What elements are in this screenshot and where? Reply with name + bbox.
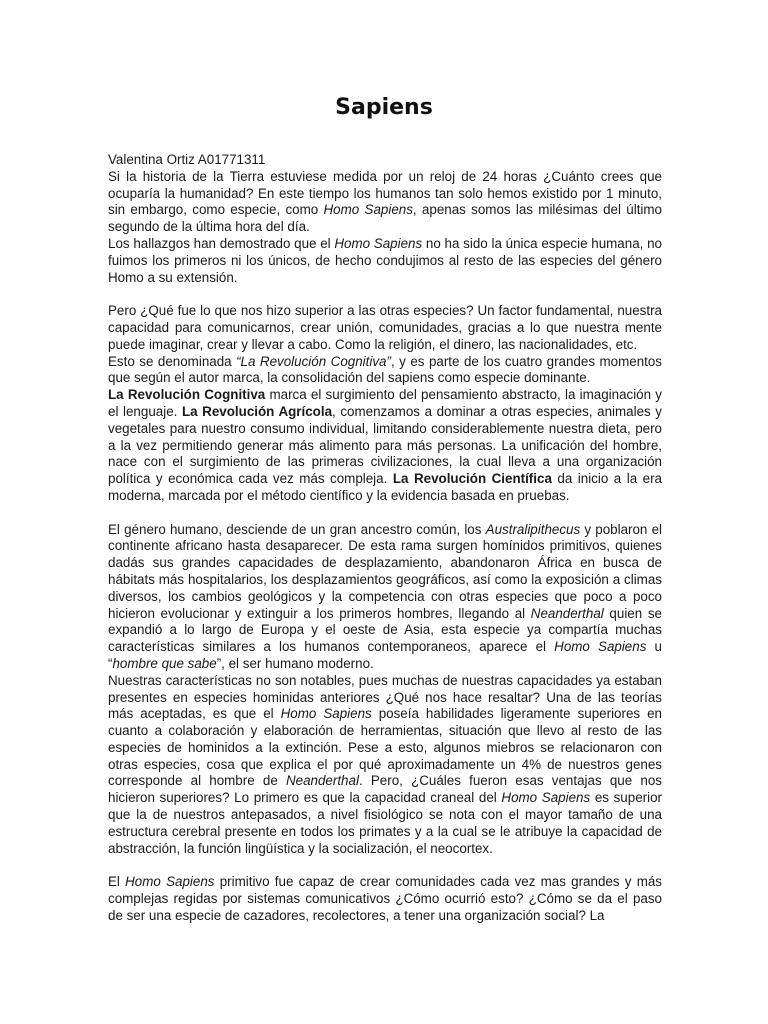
paragraph-gap [108, 857, 662, 874]
italic-text: Homo Sapiens [280, 706, 372, 722]
italic-text: Homo Sapiens [323, 202, 413, 218]
text-run: da inicio a la era moderna, marcada por el método científico y la evidencia basada en pruebas. [108, 471, 662, 503]
paragraph-list [108, 169, 662, 925]
text-run: El género humano, desciende de un gran ancestro común, los [108, 521, 486, 537]
text-run: no ha sido la única especie humana, no fuimos los primeros ni los únicos, de hecho condujimos al resto de las especies del género Homo a su extensión. [108, 235, 662, 285]
body-paragraph [108, 673, 662, 858]
text-run: El [108, 874, 126, 890]
body-paragraph [108, 387, 662, 505]
bold-text: La Revolución Cognitiva [108, 387, 266, 403]
italic-text: Neanderthal [530, 605, 604, 621]
body-paragraph [108, 354, 662, 388]
italic-text: Homo Sapiens [125, 874, 215, 890]
body-paragraph [108, 522, 662, 673]
paragraph-gap [108, 286, 662, 303]
body-paragraph [108, 303, 662, 353]
text-run: ”, el ser humano moderno. [216, 655, 374, 671]
text-run: . Pero, ¿Cuáles fueron esas ventajas que nos hicieron superiores? Lo primero es que la capacidad craneal del [108, 773, 662, 806]
text-run: es superior que la de nuestros antepasados, a nivel fisiológico se nota con el mayor tamaño de una estructura cerebral presente en todos los primates y a la cual se le atribuye la capacidad de abstracción, la función lingüística y la socialización, el neocortex. [108, 790, 662, 856]
text-run: poseía habilidades ligeramente superiores en cuanto a colaboración y elaboración de herramientas, situación que llevo al resto de las especies de hominidos a la extinción. Pese a esto, algunos miebros se relacionaron con otras especies, cosa que explica el por qué aproximadamente un 4% de nuestros genes corresponde al hombre de [108, 706, 662, 789]
text-run: , comenzamos a dominar a otras especies, animales y vegetales para nuestro consumo individual, limitando considerablemente nuestra dieta, pero a la vez permitiendo generar más alimento para más personas. La unificación del hombre, nace con el surgimiento de las primeras civilizaciones, la cual lleva a una organización política y económica cada vez más compleja. [108, 403, 662, 487]
author-line: Valentina Ortiz A01771311 [108, 152, 266, 167]
italic-text: hombre que sabe [112, 655, 217, 671]
text-run: marca el surgimiento del pensamiento abstracto, la imaginación y el lenguaje. [108, 387, 662, 419]
document-body [108, 152, 662, 925]
text-run: primitivo fue capaz de crear comunidades cada vez mas grandes y más complejas regidas por sistemas comunicativos ¿Cómo ocurrió esto? ¿Cómo se da el paso de ser una especie de cazadores, recolectores, a tener una organización social? La [108, 874, 662, 923]
bold-text: La Revolución Científica [392, 471, 552, 487]
text-run: y poblaron el continente africano hasta desaparecer. De esta rama surgen homínidos primitivos, quienes dadás sus grandes capacidades de desplazamiento, abandonaron África en busca de hábitats más hospitalarios, los desplazamientos geográficos, así como la exposición a climas diversos, los cambios geológicos y la competencia con otras especies que poco a poco hicieron evolucionar y extinguir a los primeros hombres, llegando al [108, 521, 662, 621]
italic-text: Australipithecus [485, 521, 581, 537]
body-paragraph [108, 236, 662, 286]
italic-text: Homo Sapiens [334, 235, 423, 251]
italic-text: Homo Sapiens [554, 639, 647, 655]
body-paragraph [108, 874, 662, 924]
text-run: u “ [108, 639, 662, 671]
italic-text: “La Revolución Cognitiva” [236, 353, 391, 369]
text-run: , apenas somos las milésimas del último segundo de la última hora del día. [108, 202, 662, 235]
paragraph-gap [108, 505, 662, 522]
body-paragraph [108, 169, 662, 236]
text-run: quien se expandió a lo largo de Europa y el oeste de Asia, esta especie ya compartía muchas características similares a los humanos contemporaneos, aparece el [108, 605, 662, 655]
text-run: , y es parte de los cuatro grandes momentos que según el autor marca, la consolidación del sapiens como especie dominante. [108, 353, 663, 386]
text-run: Esto se denominada [108, 353, 237, 369]
text-run: Los hallazgos han demostrado que el [108, 235, 335, 251]
text-run: Si la historia de la Tierra estuviese medida por un reloj de 24 horas ¿Cuánto crees que ocuparía la humanidad? En este tiempo los humanos tan solo hemos existido por 1 minuto, sin embargo, como especie, como [108, 168, 662, 218]
italic-text: Neanderthal [285, 773, 359, 789]
italic-text: Homo Sapiens [501, 790, 591, 806]
bold-text: La Revolución Agrícola [181, 403, 333, 419]
text-run: Pero ¿Qué fue lo que nos hizo superior a las otras especies? Un factor fundamental, nuestra capacidad para comunicarnos, crear unión, comunidades, gracias a lo que nuestra mente puede imaginar, crear y llevar a cabo. Como la religión, el dinero, las nacionalidades, etc. [108, 303, 662, 352]
document-title: Sapiens [335, 95, 433, 120]
text-run: Nuestras características no son notables, pues muchas de nuestras capacidades ya estaban presentes en especies hominidas anteriores ¿Qué nos hace resaltar? Una de las teorías más aceptadas, es que el [108, 672, 662, 722]
